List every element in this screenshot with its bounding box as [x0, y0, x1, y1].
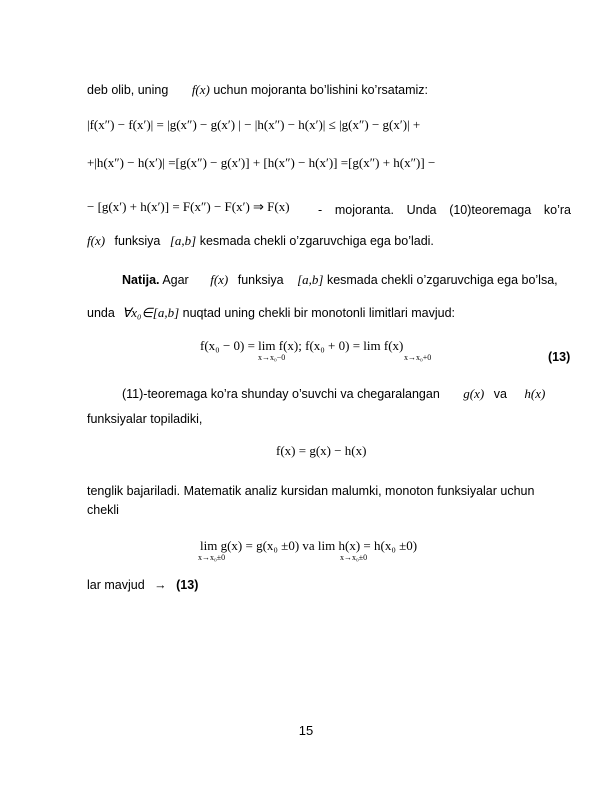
text-line: [122, 386, 545, 402]
text-line: [87, 233, 434, 249]
equation-decomposition: f(x) = g(x) − h(x): [276, 443, 367, 458]
limit-subscript: x→x₀+0: [404, 353, 432, 362]
text-line: [87, 82, 428, 98]
text-line: tenglik bajariladi. Matematik analiz kursidan malumki, monoton funksiyalar uchun: [87, 484, 535, 498]
limit-subscript: x→x₀−0: [258, 353, 286, 362]
math-fx: f(x): [191, 82, 210, 97]
word: Unda: [406, 203, 437, 217]
equation-number: (13): [548, 350, 571, 364]
text-segment: Agar: [162, 273, 189, 287]
text-segment: (11)-teoremaga ko’ra shunday o’suvchi va chegaralangan: [122, 387, 440, 401]
text-segment: nuqtad uning chekli bir monotonli limitlari mavjud:: [182, 306, 456, 320]
equation-reference: (13): [176, 578, 199, 592]
text-segment: funksiya: [237, 273, 284, 287]
equation-limits-gh: lim g(x) = g(x₀ ±0) va lim h(x) = h(x₀ ±0): [200, 538, 418, 553]
math-hx: h(x): [524, 386, 546, 401]
text-segment: funksiya: [114, 234, 161, 248]
word: (10)teoremaga: [449, 203, 532, 217]
text-segment: unda: [87, 306, 115, 320]
math-gx: g(x): [463, 386, 485, 401]
text-segment: va: [493, 387, 507, 401]
equation-line-1: |f(x″) − f(x′)| = |g(x″) − g(x′) | − |h(x″) − h(x′)| ≤ |g(x″) − g(x′)| +: [87, 117, 421, 132]
text-line: [87, 305, 455, 321]
limit-subscript: x→x₀±0: [198, 553, 226, 562]
equation-limits: f(x₀ − 0) = lim f(x); f(x₀ + 0) = lim f(x): [200, 338, 404, 353]
arrow-icon: →: [154, 578, 167, 592]
word: mojoranta.: [334, 203, 394, 217]
text-segment: kesmada chekli o’zgaruvchiga ega bo’ladi.: [199, 234, 434, 248]
math-fx: f(x): [210, 272, 229, 287]
text-segment: lar mavjud: [87, 578, 145, 592]
equation-line-2: +|h(x″) − h(x′)| =[g(x″) − g(x′)] + [h(x″) − h(x′)] =[g(x″) + h(x″)] −: [87, 155, 436, 170]
text-segment: deb olib, uning: [87, 83, 169, 97]
limit-subscript: x→x₀±0: [340, 553, 368, 562]
page-number: 15: [298, 723, 314, 738]
text-line: [87, 578, 198, 592]
math-forall: ∀x₀∈[a,b]: [122, 305, 180, 320]
text-segment: kesmada chekli o’zgaruvchiga ega bo’lsa,: [326, 273, 558, 287]
equation-line-3: − [g(x′) + h(x′)] = F(x″) − F(x′) ⇒ F(x): [87, 199, 290, 214]
word: ko’ra: [543, 203, 571, 217]
text-line: [122, 272, 558, 288]
text-line: chekli: [87, 503, 119, 517]
text-line: funksiyalar topiladiki,: [87, 412, 203, 426]
math-interval: [a,b]: [297, 272, 324, 287]
math-fx: f(x): [87, 233, 106, 248]
math-interval: [a,b]: [169, 233, 197, 248]
text-segment: uchun mojoranta bo’lishini ko’rsatamiz:: [213, 83, 429, 97]
text-line-justified: [318, 203, 571, 217]
word: -: [318, 203, 323, 217]
natija-label: Natija.: [122, 273, 160, 287]
